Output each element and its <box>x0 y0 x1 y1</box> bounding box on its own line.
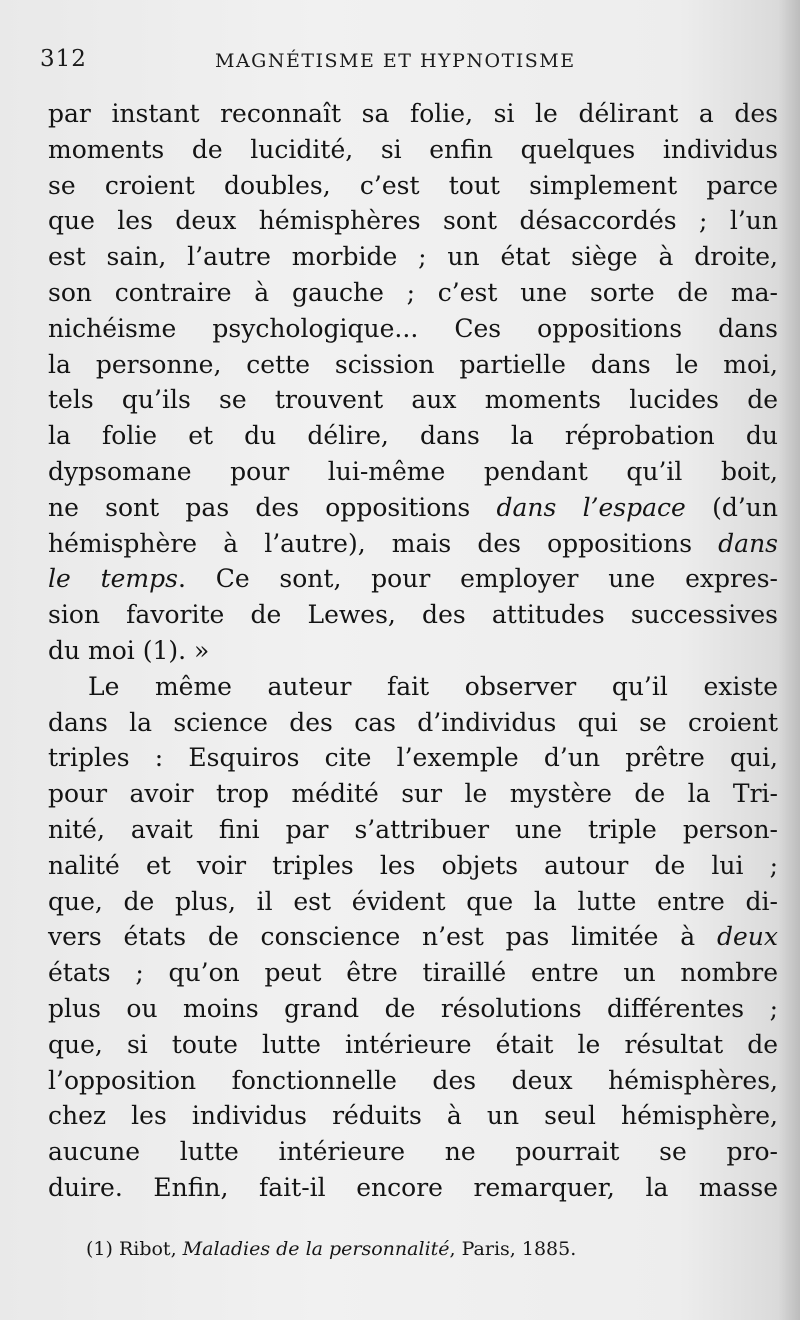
text-run: hémisphère à l’autre), mais des oppositions <box>48 528 719 558</box>
text-line: son contraire à gauche ; c’est une sorte de ma- <box>48 277 778 307</box>
text-line: aucune lutte intérieure ne pourrait se pro- <box>48 1137 778 1167</box>
text-line: moments de lucidité, si enfin quelques individus <box>48 134 778 164</box>
footnote-text: (1) Ribot, <box>86 1238 183 1260</box>
text-line <box>48 561 778 597</box>
italic-run: le temps <box>48 564 178 594</box>
text-line: états ; qu’on peut être tiraillé entre un nombre <box>48 958 778 988</box>
italic-run: deux <box>717 922 778 952</box>
text-line: la personne, cette scission partielle dans le moi, <box>48 349 778 379</box>
text-run: ne sont pas des oppositions <box>48 492 497 522</box>
text-line: l’opposition fonctionnelle des deux hémisphères, <box>48 1065 778 1095</box>
footnote-title: Maladies de la personnalité <box>182 1238 450 1260</box>
running-head: MAGNÉTISME ET HYPNOTISME <box>215 50 576 72</box>
text-run: (d’un <box>685 492 778 522</box>
text-run: . Ce sont, pour employer une expres- <box>177 564 778 594</box>
text-line: nité, avait fini par s’attribuer une triple person- <box>48 814 778 844</box>
text-line: plus ou moins grand de résolutions différentes ; <box>48 993 778 1023</box>
text-line: dans la science des cas d’individus qui se croient <box>48 707 778 737</box>
text-line: chez les individus réduits à un seul hémisphère, <box>48 1101 778 1131</box>
text-line: sion favorite de Lewes, des attitudes successives <box>48 600 778 630</box>
text-line: que, si toute lutte intérieure était le résultat de <box>48 1029 778 1059</box>
italic-run: dans l’espace <box>496 492 686 522</box>
text-line: se croient doubles, c’est tout simplement parce <box>48 170 778 200</box>
text-line: duire. Enfin, fait-il encore remarquer, la masse <box>48 1172 778 1202</box>
page-header <box>40 46 760 80</box>
text-line: nalité et voir triples les objets autour de lui ; <box>48 850 778 880</box>
text-line: la folie et du délire, dans la réprobation du <box>48 421 778 451</box>
text-line: du moi (1). » <box>48 635 210 665</box>
text-line <box>48 490 778 526</box>
text-line: tels qu’ils se trouvent aux moments lucides de <box>48 385 778 415</box>
text-line: dypsomane pour lui-même pendant qu’il boit, <box>48 456 778 486</box>
italic-run: dans <box>718 528 778 558</box>
text-line: est sain, l’autre morbide ; un état siège à droite, <box>48 242 778 272</box>
text-line: pour avoir trop médité sur le mystère de la Tri- <box>48 779 778 809</box>
footnote <box>86 1238 766 1260</box>
text-line: Le même auteur fait observer qu’il existe <box>88 671 778 701</box>
text-line: que les deux hémisphères sont désaccordés ; l’un <box>48 206 778 236</box>
text-line <box>48 919 778 955</box>
text-line: nichéisme psychologique... Ces oppositions dans <box>48 313 778 343</box>
text-line: que, de plus, il est évident que la lutte entre di- <box>48 886 778 916</box>
text-line: par instant reconnaît sa folie, si le délirant a des <box>48 99 778 128</box>
text-run: vers états de conscience n’est pas limitée à <box>48 922 717 952</box>
text-line: triples : Esquiros cite l’exemple d’un prêtre qui, <box>48 743 778 773</box>
footnote-text: , Paris, 1885. <box>449 1238 577 1260</box>
body-text <box>48 96 778 1206</box>
text-line <box>48 526 778 562</box>
page-number: 312 <box>40 46 87 72</box>
